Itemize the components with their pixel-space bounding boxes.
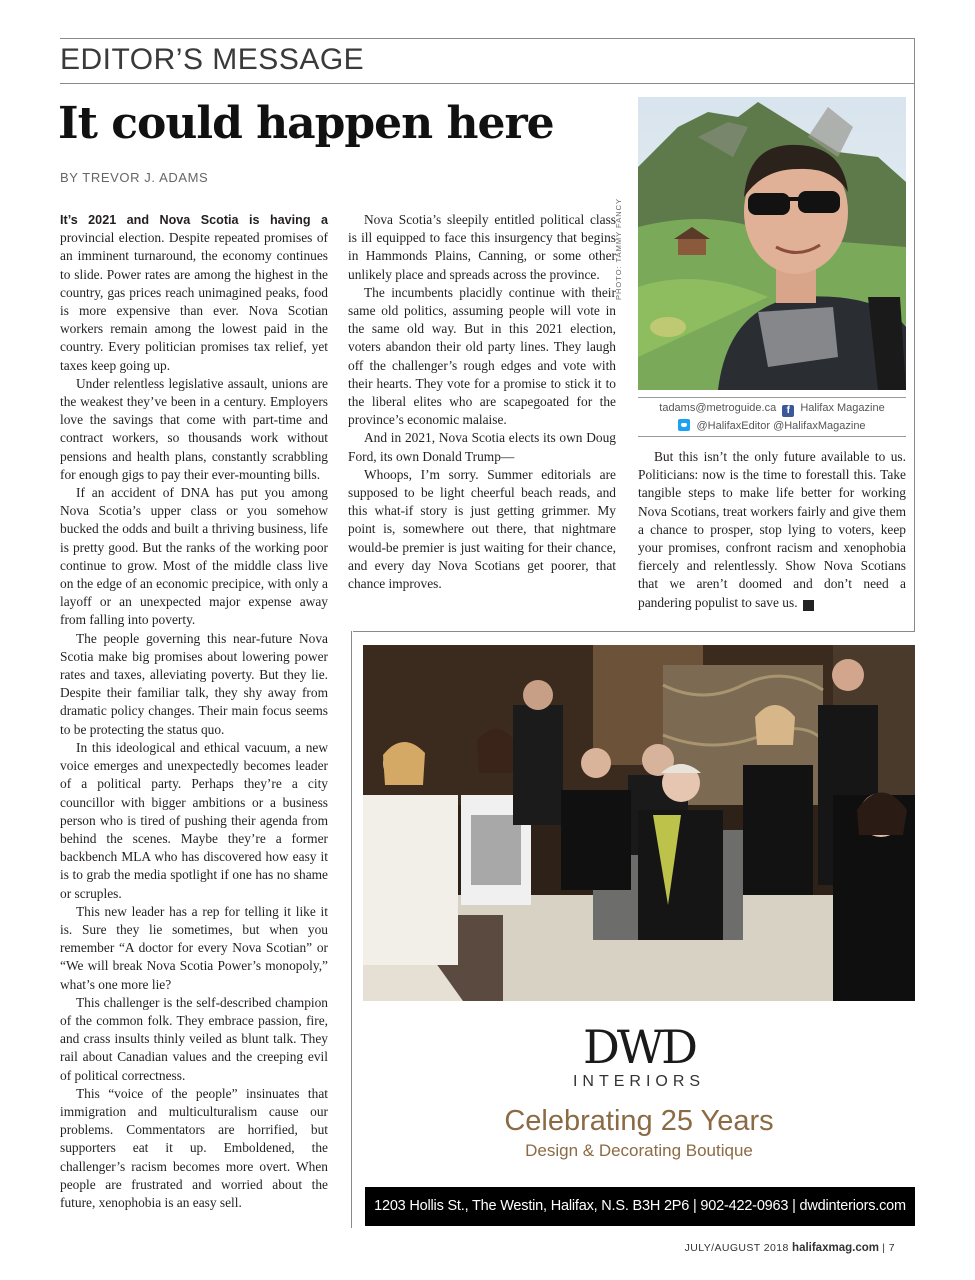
- article-column-2: [348, 211, 616, 593]
- article-paragraph: The people governing this near-future Nova Scotia make big promises about lowering power rates and taxes, alleviating poverty. But they lie. Despite their familiar talk, they shy away from dramatic policy changes. Their main focus seems to be protecting the status quo.: [60, 630, 328, 737]
- author-photo: [638, 97, 906, 390]
- twitter-handles[interactable]: @HalifaxEditor @HalifaxMagazine: [696, 420, 866, 432]
- article-column-3: [638, 448, 906, 612]
- frame-left-rule: [351, 631, 352, 1228]
- twitter-icon: [678, 419, 690, 431]
- ad-tagline: Design & Decorating Boutique: [525, 1141, 753, 1160]
- contact-rule-top: [638, 397, 906, 398]
- section-rule-top: [60, 38, 915, 39]
- email-link[interactable]: tadams@metroguide.ca: [659, 402, 777, 414]
- article-paragraph: This new leader has a rep for telling it like it is. Sure they lie sometimes, but when you remember “A doctor for every Nova Scotian” or “We will break Nova Scotia Power’s monopoly,” what’s one more lie?: [60, 903, 328, 992]
- site-link[interactable]: halifaxmag.com: [792, 1242, 879, 1254]
- issue-date: JULY/AUGUST 2018: [684, 1242, 789, 1254]
- article-column-1: [60, 211, 328, 1212]
- photo-credit: PHOTO: TAMMY FANCY: [614, 197, 623, 300]
- facebook-icon: f: [782, 405, 794, 417]
- article-paragraph: It’s 2021 and Nova Scotia is having a provincial election. Despite repeated promises of an imminent turnaround, the economy continues to slide. Power rates are among the highest in the country, gas prices reach unimagined peaks, food is more expensive than ever. Nova Scotian workers remain among the lowest paid in the country. Every politician promises tax relief, yet taxes keep going up.: [60, 213, 328, 373]
- dwd-logo: DWD: [582, 1020, 696, 1074]
- article-paragraph: Under relentless legislative assault, unions are the weakest they’ve been in a century. Employers love the savings that come with part-time and contract workers, so thousands work without pensions and health plans, constantly scrabbling for enough gigs to pay their ever-mounting bills.: [60, 375, 328, 482]
- article-paragraph: Whoops, I’m sorry. Summer editorials are supposed to be light cheerful beach reads, and this what-if story is just getting grimmer. My point is, somewhere out there, that nightmare would-be premier is just waiting for their chance, and every day Nova Scotians get poorer, that chance improves.: [348, 466, 616, 592]
- article-paragraph: Nova Scotia’s sleepily entitled political class is ill equipped to face this insurgency that begins in Hammonds Plains, Canning, or some other unlikely place and spreads across the province.: [348, 212, 616, 282]
- article-paragraph: But this isn’t the only future available to us. Politicians: now is the time to forestall this. Take tangible steps to make life better for working Nova Scotians, treat workers fairly and give them a chance to prosper, stop lying to voters, keep your promises, confront racism and xenophobia fiercely and relentlessly. Show Nova Scotians that we aren’t doomed and don’t need a pandering populist to save us. H: [638, 449, 906, 610]
- ad-photo: [363, 645, 915, 1001]
- article-paragraph: In this ideological and ethical vacuum, a new voice emerges and unexpectedly becomes leader of a political party. Perhaps they’re a city councillor with bigger ambitions or a business person who is tired of pushing their agenda from behind the scenes. Maybe they’re a former backbench MLA who has discovered how easy it is to grab the media spotlight if one has no shame or scruples.: [60, 739, 328, 901]
- article-paragraph: This “voice of the people” insinuates that immigration and multiculturalism cause our problems. Commentators are horrified, but supporters eat it up. Emboldened, the challenger’s racism becomes more overt. When people are frustrated and worried about the future, xenophobia is an easy sell.: [60, 1085, 328, 1210]
- lead-in: It’s 2021 and Nova Scotia is having a: [60, 213, 328, 227]
- page-footer: [685, 1242, 895, 1254]
- section-rule-bottom: [60, 83, 915, 84]
- article-paragraph: And in 2021, Nova Scotia elects its own Doug Ford, its own Donald Trump—: [348, 430, 616, 464]
- ad-address-bar: 1203 Hollis St., The Westin, Halifax, N.S. B3H 2P6 | 902-422-0963 | dwdinteriors.com: [365, 1187, 915, 1226]
- article-paragraph: The incumbents placidly continue with their same old politics, assuming people will vote in the same old way. But in this 2021 election, voters abandon their old party lines. They laugh off the challenger’s rough edges and vote with their hearts. They vote for a promise to stick it to the liberal elites who are scapegoated for the province’s economic malaise.: [348, 284, 616, 428]
- contact-line-twitter: [638, 419, 906, 432]
- page-number: 7: [888, 1242, 895, 1254]
- contact-line-email: [638, 402, 906, 417]
- facebook-link[interactable]: Halifax Magazine: [800, 402, 885, 414]
- article-paragraph: If an accident of DNA has put you among Nova Scotia’s upper class or you somehow bucked the odds and built a thriving business, life is pretty good. But the ranks of the working poor continue to grow. Most of the middle class live on the edge of an economic precipice, with only a layoff or an unexpected major expense away from falling into poverty.: [60, 485, 328, 628]
- frame-right-rule: [914, 38, 915, 632]
- byline: BY TREVOR J. ADAMS: [60, 170, 209, 185]
- page-title: It could happen here: [58, 98, 554, 149]
- ad-headline: Celebrating 25 Years: [504, 1105, 774, 1137]
- end-mark-icon: H: [803, 600, 814, 611]
- footer-divider: |: [882, 1242, 889, 1254]
- frame-bottom-rule: [353, 631, 915, 632]
- contact-rule-bottom: [638, 436, 906, 437]
- dwd-logo-subtitle: INTERIORS: [572, 1073, 706, 1090]
- article-paragraph: This challenger is the self-described champion of the common folk. They embrace passion, fire, and crass insults thinly veiled as blunt talk. They rail about Canadian values and the creeping evil of political correctness.: [60, 994, 328, 1083]
- section-label: EDITOR’S MESSAGE: [60, 43, 365, 76]
